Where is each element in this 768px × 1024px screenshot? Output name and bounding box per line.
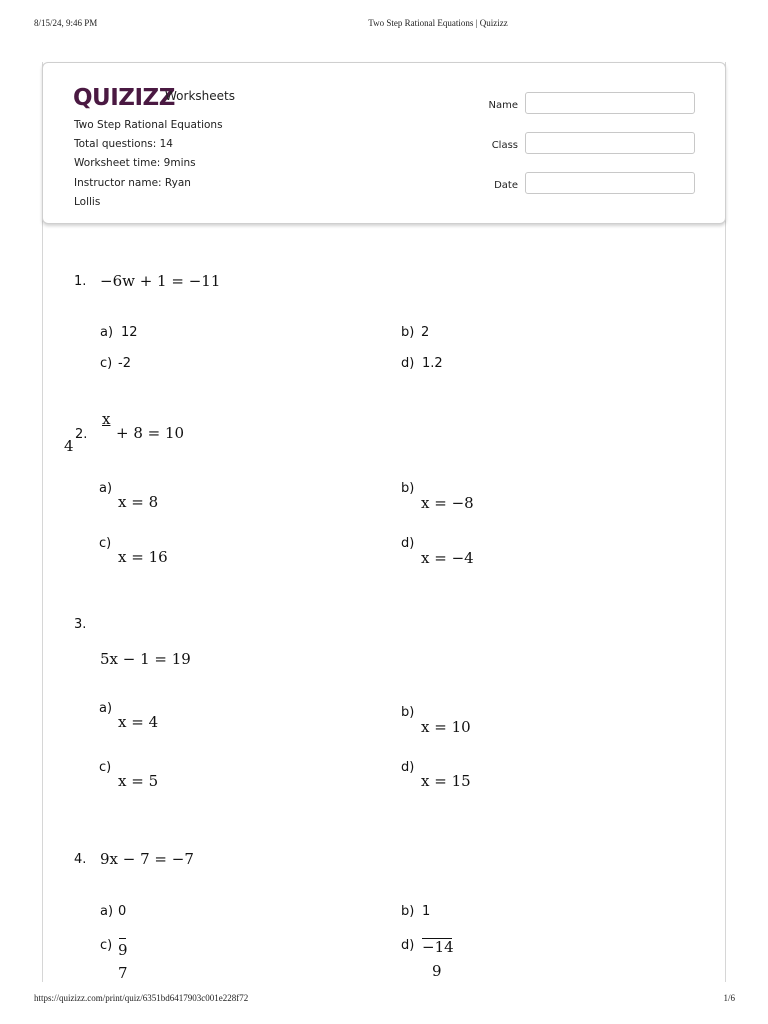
option-c-letter[interactable]: c) — [100, 356, 113, 371]
option-b-text[interactable]: x = −8 — [421, 494, 474, 512]
option-d-numerator[interactable]: −14 — [422, 938, 454, 956]
class-label: Class — [491, 140, 518, 151]
option-a-text[interactable]: x = 4 — [118, 713, 159, 731]
name-label: Name — [488, 100, 518, 111]
option-b-letter[interactable]: b) — [401, 705, 415, 720]
option-c-text[interactable]: x = 5 — [118, 772, 159, 790]
option-d-text[interactable]: 1.2 — [422, 356, 443, 371]
option-b-letter[interactable]: b) — [401, 481, 415, 496]
option-a-letter[interactable]: a) — [99, 481, 113, 496]
worksheet-title: Two Step Rational Equations — [74, 119, 223, 131]
option-c-numerator[interactable]: 9 — [118, 941, 128, 959]
worksheet-header — [42, 62, 726, 224]
print-header — [0, 18, 768, 32]
class-field[interactable] — [525, 132, 695, 154]
option-c-letter[interactable]: c) — [99, 760, 112, 775]
option-d-denominator[interactable]: 9 — [432, 962, 442, 980]
instructor-name: Instructor name: Ryan — [74, 177, 191, 189]
option-a-letter[interactable]: a) — [100, 904, 114, 919]
name-field[interactable] — [525, 92, 695, 114]
date-field[interactable] — [525, 172, 695, 194]
print-datetime: 8/15/24, 9:46 PM — [34, 18, 98, 28]
option-b-text[interactable]: x = 10 — [421, 718, 471, 736]
worksheet-time: Worksheet time: 9mins — [74, 157, 196, 169]
print-url[interactable]: https://quizizz.com/print/quiz/6351bd6417903c001e228f72 — [34, 993, 249, 1003]
question-equation: 5x − 1 = 19 — [100, 650, 191, 668]
fraction-denominator: 4 — [64, 437, 74, 455]
option-a-letter[interactable]: a) — [100, 325, 114, 340]
question-number: 1. — [74, 274, 87, 289]
instructor-name-cont: Lollis — [74, 196, 101, 208]
print-footer — [0, 993, 768, 1007]
question-equation: 9x − 7 = −7 — [100, 850, 194, 868]
option-b-letter[interactable]: b) — [401, 325, 415, 340]
option-d-letter[interactable]: d) — [401, 938, 415, 953]
question-number: 4. — [74, 852, 87, 867]
option-b-text[interactable]: 2 — [421, 325, 430, 340]
option-a-letter[interactable]: a) — [99, 701, 113, 716]
option-a-text[interactable]: x = 8 — [118, 493, 159, 511]
date-label: Date — [494, 180, 518, 191]
question-number: 2. — [75, 427, 88, 442]
question-equation: + 8 = 10 — [116, 424, 185, 442]
logo-subtitle: Worksheets — [165, 89, 235, 103]
option-b-letter[interactable]: b) — [401, 904, 415, 919]
option-d-text[interactable]: x = −4 — [421, 549, 474, 567]
option-a-text[interactable]: 12 — [121, 325, 138, 340]
option-c-denominator[interactable]: 7 — [118, 964, 128, 982]
option-c-text[interactable]: -2 — [118, 356, 131, 371]
option-b-text[interactable]: 1 — [422, 904, 431, 919]
page-number: 1/6 — [723, 993, 735, 1003]
option-c-text[interactable]: x = 16 — [118, 548, 168, 566]
option-d-letter[interactable]: d) — [401, 356, 415, 371]
option-d-letter[interactable]: d) — [401, 760, 415, 775]
option-c-letter[interactable]: c) — [100, 938, 113, 953]
total-questions: Total questions: 14 — [74, 138, 173, 150]
question-equation: −6w + 1 = −11 — [100, 272, 221, 290]
option-d-text[interactable]: x = 15 — [421, 772, 471, 790]
option-c-letter[interactable]: c) — [99, 536, 112, 551]
fraction-numerator: x — [102, 410, 111, 428]
question-number: 3. — [74, 617, 87, 632]
option-d-letter[interactable]: d) — [401, 536, 415, 551]
fraction-bar — [119, 938, 126, 939]
print-title: Two Step Rational Equations | Quizizz — [368, 18, 508, 28]
option-a-text[interactable]: 0 — [118, 904, 127, 919]
quizizz-logo: QUIZIZZ — [73, 85, 175, 111]
